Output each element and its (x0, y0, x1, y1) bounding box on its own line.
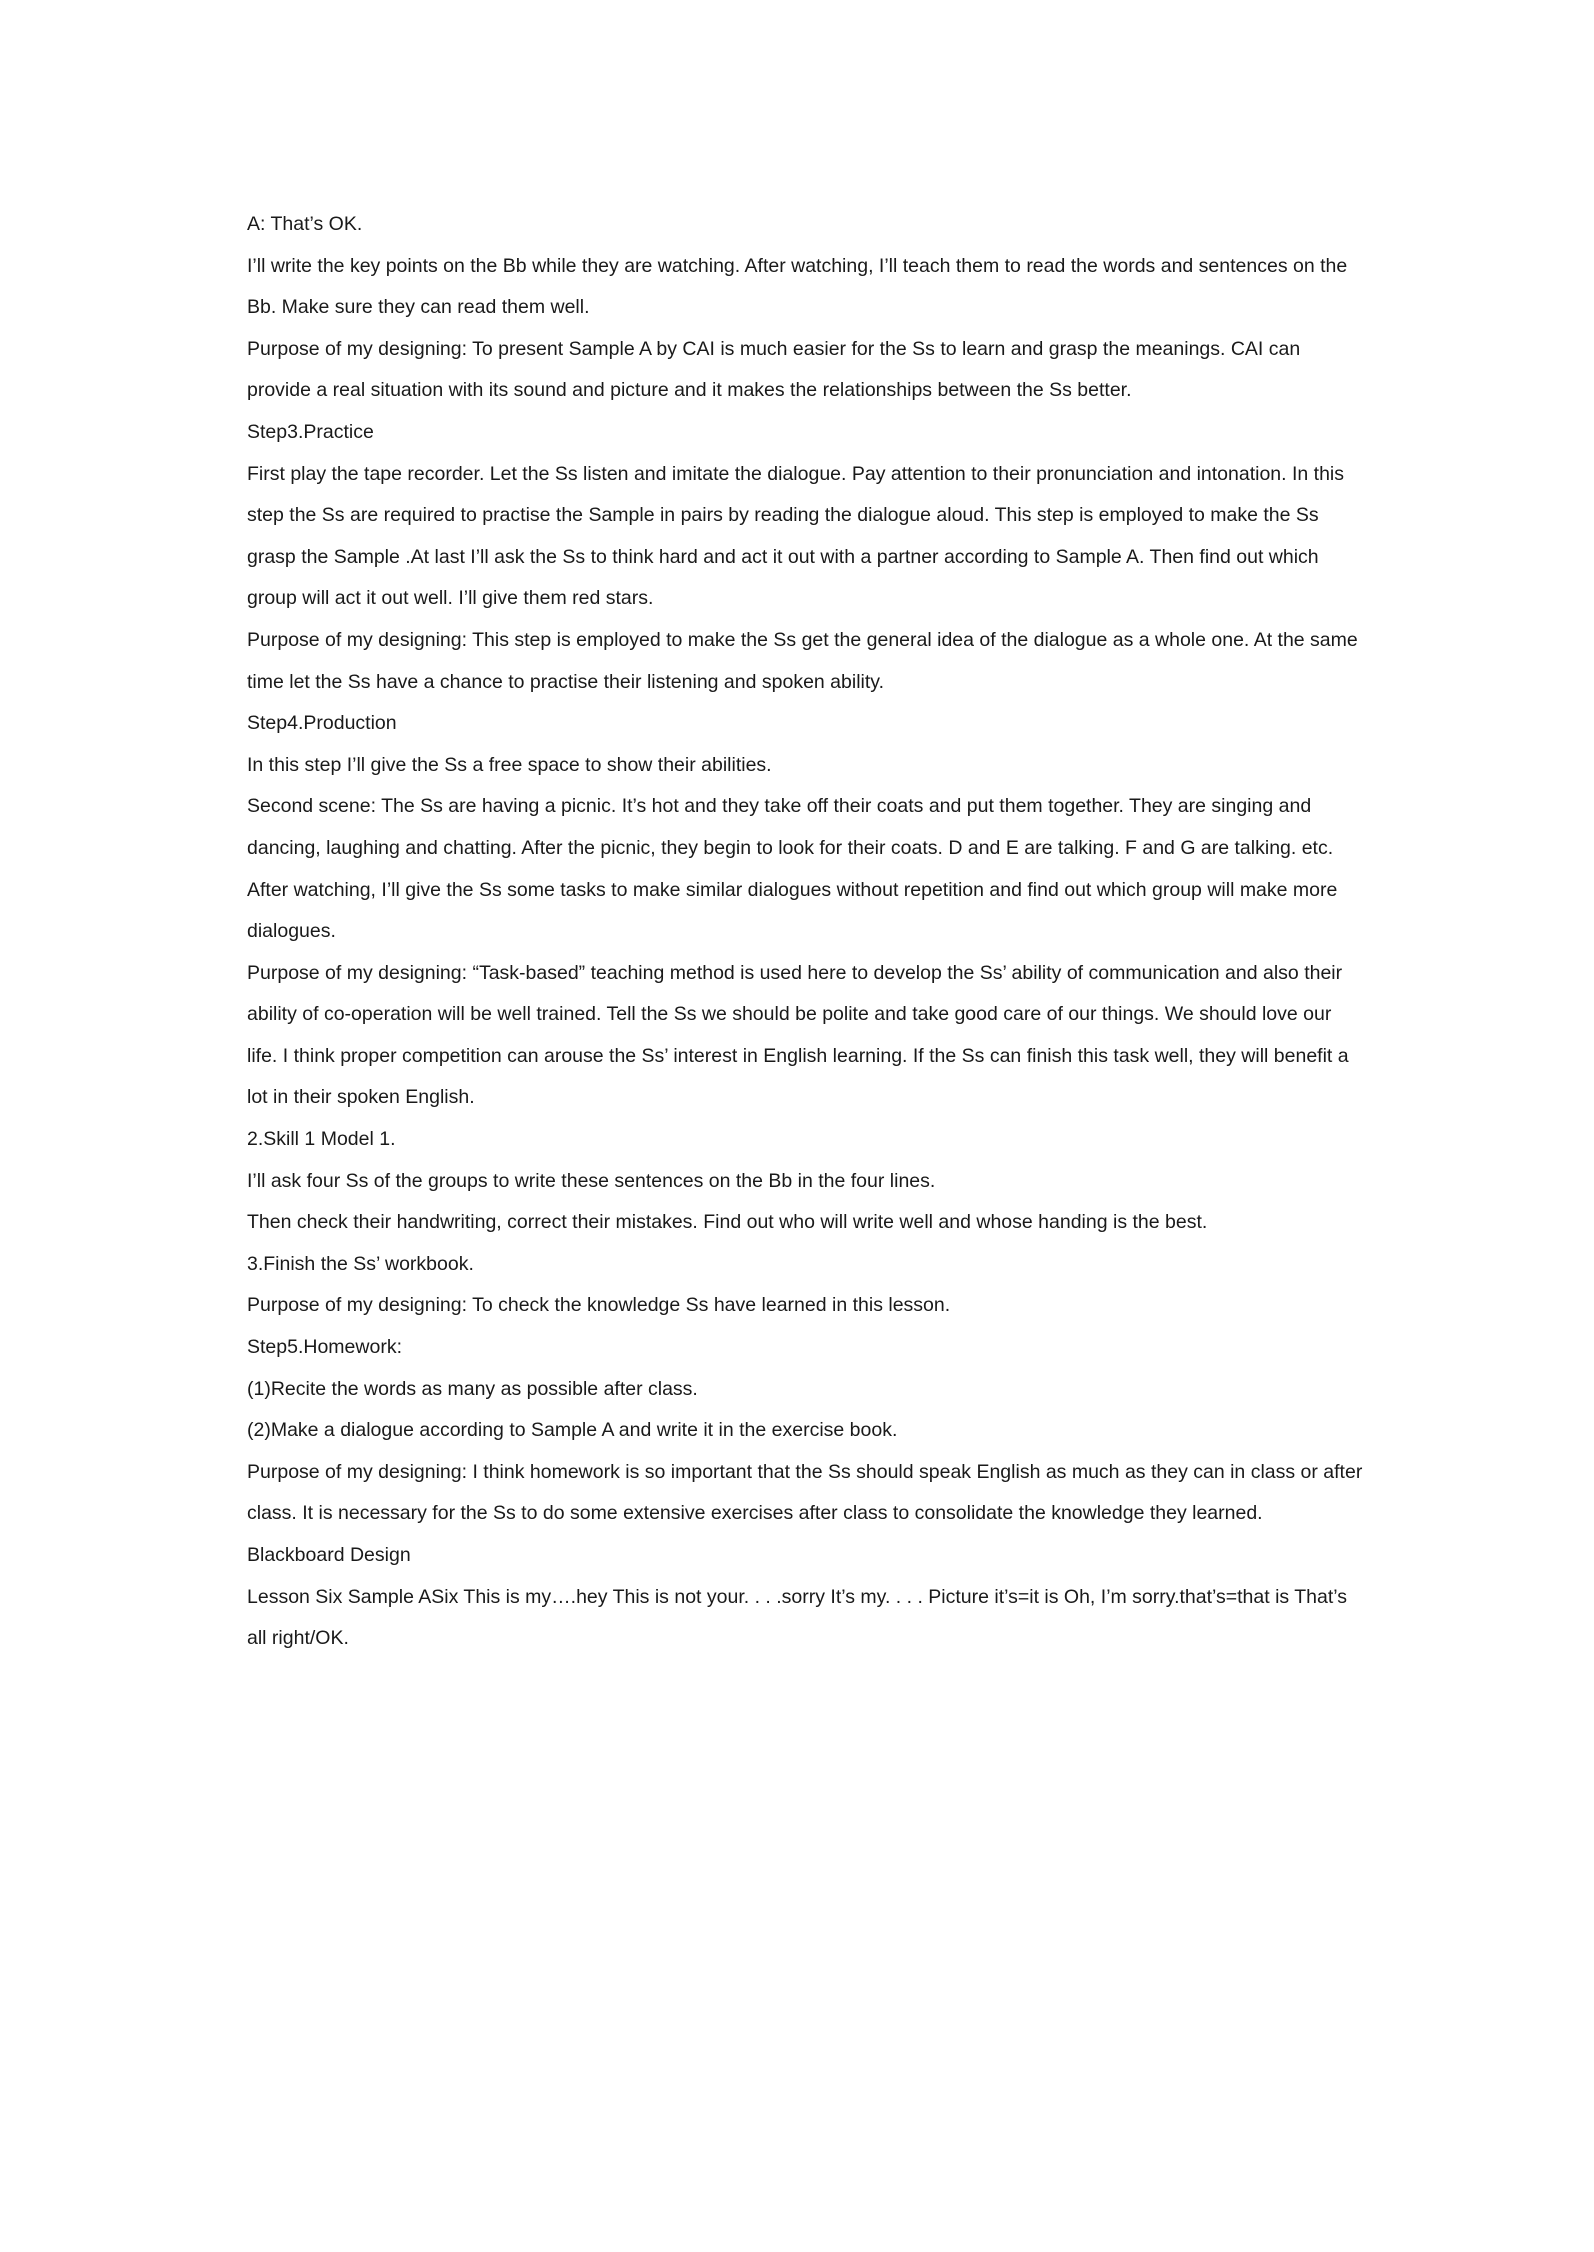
homework-item: (2)Make a dialogue according to Sample A and write it in the exercise book. (247, 1419, 898, 1442)
purpose-paragraph: Purpose of my designing: This step is employed to make the Ss get the general idea of the dialogue as a whole one. At the same time let the Ss have a chance to practise their listening and spoken ability. (247, 628, 1358, 693)
paragraph: Second scene: The Ss are having a picnic. It’s hot and they take off their coats and put them together. They are singing and dancing, laughing and chatting. After the picnic, they begin to look for their coats. D and E are talking. F and G are talking. etc. After watching, I’ll give the Ss some tasks to make similar dialogues without repetition and find out which group will make more dialogues. (247, 795, 1338, 943)
step-heading: Step3.Practice (247, 420, 374, 443)
step-heading: 2.Skill 1 Model 1. (247, 1128, 396, 1151)
section-heading: Blackboard Design (247, 1544, 411, 1566)
paragraph: I’ll ask four Ss of the groups to write these sentences on the Bb in the four lines. (247, 1169, 936, 1192)
paragraph: I’ll write the key points on the Bb while they are watching. After watching, I’ll teach them to read the words and sentences on the Bb. Make sure they can read them well. (247, 254, 1348, 319)
dialogue-line: A: That’s OK. (247, 213, 363, 235)
step-heading: Step4.Production (247, 712, 397, 735)
purpose-paragraph: Purpose of my designing: To present Sample A by CAI is much easier for the Ss to learn and grasp the meanings. CAI can provide a real situation with its sound and picture and it makes the relationships between the Ss better. (247, 337, 1301, 402)
document-body (247, 204, 1365, 1660)
step-heading: 3.Finish the Ss’ workbook. (247, 1252, 474, 1275)
homework-item: (1)Recite the words as many as possible after class. (247, 1377, 698, 1400)
paragraph: First play the tape recorder. Let the Ss listen and imitate the dialogue. Pay attention to their pronunciation and intonation. In this step the Ss are required to practise the Sample in pairs by reading the dialogue aloud. This step is employed to make the Ss grasp the Sample .At last I’ll ask the Ss to think hard and act it out with a partner according to Sample A. Then find out which group will act it out well. I’ll give them red stars. (247, 462, 1345, 610)
paragraph: In this step I’ll give the Ss a free space to show their abilities. (247, 753, 772, 776)
purpose-paragraph: Purpose of my designing: I think homework is so important that the Ss should speak English as much as they can in class or after class. It is necessary for the Ss to do some extensive exercises after class to consolidate the knowledge they learned. (247, 1460, 1363, 1525)
purpose-paragraph: Purpose of my designing: “Task-based” teaching method is used here to develop the Ss’ ability of communication and also their ability of co-operation will be well trained. Tell the Ss we should be polite and take good care of our things. We should love our life. I think proper competition can arouse the Ss’ interest in English learning. If the Ss can finish this task well, they will benefit a lot in their spoken English. (247, 961, 1349, 1109)
blackboard-content: Lesson Six Sample ASix This is my….hey This is not your. . . .sorry It’s my. . . . Picture it’s=it is Oh, I’m sorry.that’s=that is That’s all right/OK. (247, 1585, 1347, 1650)
purpose-paragraph: Purpose of my designing: To check the knowledge Ss have learned in this lesson. (247, 1294, 951, 1317)
paragraph: Then check their handwriting, correct their mistakes. Find out who will write well and whose handing is the best. (247, 1211, 1208, 1234)
step-heading: Step5.Homework: (247, 1336, 402, 1359)
